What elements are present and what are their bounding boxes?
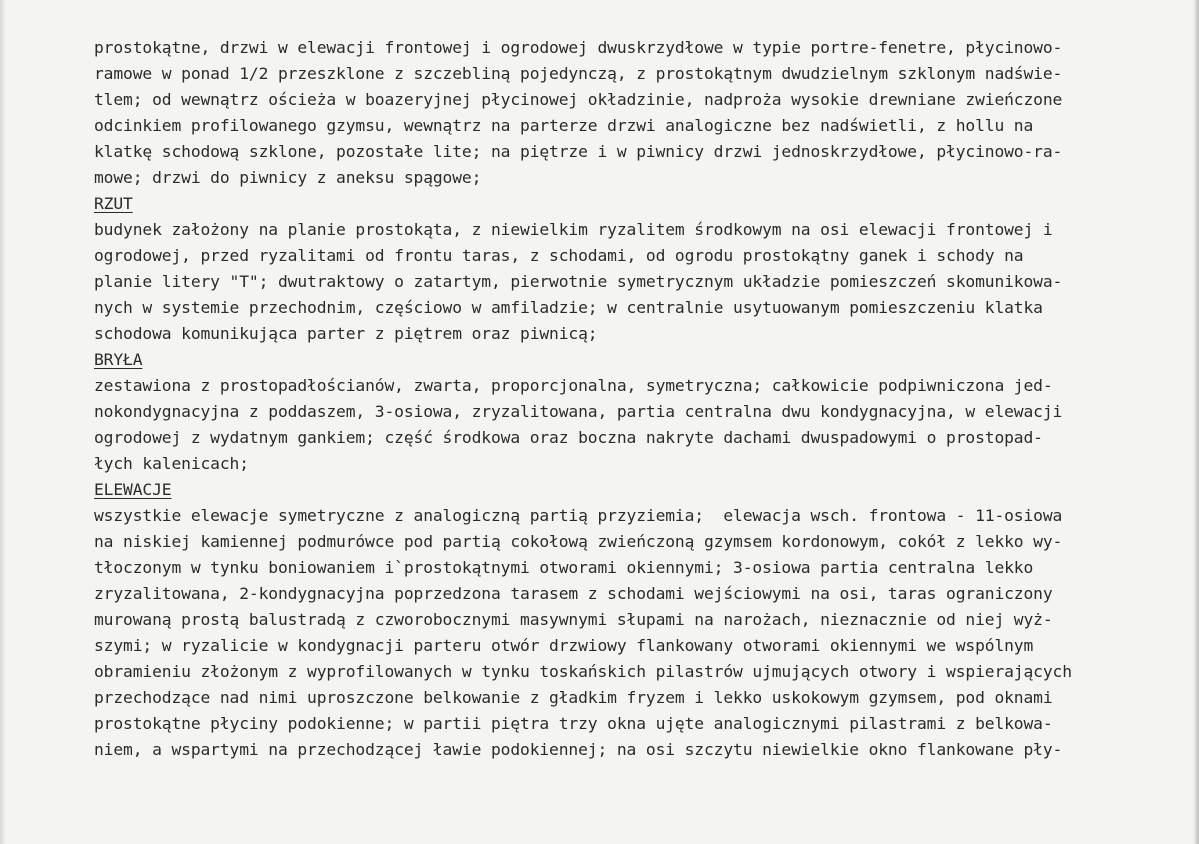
text-line: prostokątne płyciny podokienne; w partii piętra trzy okna ujęte analogicznymi pilastrami z belkowa- bbox=[94, 714, 1053, 733]
text-line: mowe; drzwi do piwnicy z aneksu spągowe; bbox=[94, 168, 482, 187]
text-line: nych w systemie przechodnim, częściowo w amfiladzie; w centralnie usytuowanym pomieszczeniu klatka bbox=[94, 298, 1043, 317]
text-line: na niskiej kamiennej podmurówce pod partią cokołową zwieńczoną gzymsem kordonowym, cokół z lekko wy- bbox=[94, 532, 1063, 551]
text-line: tłoczonym w tynku boniowaniem i`prostokątnymi otworami okiennymi; 3-osiowa partia centralna lekko bbox=[94, 558, 1034, 577]
section-heading-rzut: RZUT bbox=[94, 194, 133, 213]
section-heading-bryla: BRYŁA bbox=[94, 350, 143, 369]
text-line: przechodzące nad nimi uproszczone belkowanie z gładkim fryzem i lekko uskokowym gzymsem, pod oknami bbox=[94, 688, 1053, 707]
text-line: prostokątne, drzwi w elewacji frontowej i ogrodowej dwuskrzydłowe w typie portre-fenetre, płycinowo- bbox=[94, 38, 1063, 57]
text-line: tlem; od wewnątrz ościeża w boazeryjnej płycinowej okładzinie, nadproża wysokie drewniane zwieńczone bbox=[94, 90, 1063, 109]
text-line: łych kalenicach; bbox=[94, 454, 249, 473]
text-line: niem, a wspartymi na przechodzącej ławie podokiennej; na osi szczytu niewielkie okno flankowane pły- bbox=[94, 740, 1063, 759]
text-line: schodowa komunikująca parter z piętrem oraz piwnicą; bbox=[94, 324, 598, 343]
text-line: zestawiona z prostopadłościanów, zwarta, proporcjonalna, symetryczna; całkowicie podpiwniczona jed- bbox=[94, 376, 1053, 395]
text-line: ogrodowej, przed ryzalitami od frontu taras, z schodami, od ogrodu prostokątny ganek i schody na bbox=[94, 246, 1024, 265]
text-line: planie litery "T"; dwutraktowy o zatartym, pierwotnie symetrycznym układzie pomieszczeń skomunikowa- bbox=[94, 272, 1063, 291]
text-line: ramowe w ponad 1/2 przeszklone z szczebliną pojedynczą, z prostokątnym dwudzielnym szklonym nadświe- bbox=[94, 64, 1063, 83]
text-line: wszystkie elewacje symetryczne z analogiczną partią przyziemia; elewacja wsch. frontowa - 11-osiowa bbox=[94, 506, 1063, 525]
section-heading-elewacje: ELEWACJE bbox=[94, 480, 172, 499]
text-line: szymi; w ryzalicie w kondygnacji parteru otwór drzwiowy flankowany otworami okiennymi we wspólnym bbox=[94, 636, 1034, 655]
text-line: obramieniu złożonym z wyprofilowanych w tynku toskańskich pilastrów ujmujących otwory i wspierających bbox=[94, 662, 1072, 681]
text-line: klatkę schodową szklone, pozostałe lite; na piętrze i w piwnicy drzwi jednoskrzydłowe, płycinowo-ra- bbox=[94, 142, 1063, 161]
text-line: budynek założony na planie prostokąta, z niewielkim ryzalitem środkowym na osi elewacji frontowej i bbox=[94, 220, 1053, 239]
document-body bbox=[94, 35, 1124, 763]
text-line: zryzalitowana, 2-kondygnacyjna poprzedzona tarasem z schodami wejściowymi na osi, taras ograniczony bbox=[94, 584, 1053, 603]
text-line: nokondygnacyjna z poddaszem, 3-osiowa, zryzalitowana, partia centralna dwu kondygnacyjna, w elewacji bbox=[94, 402, 1063, 421]
text-line: odcinkiem profilowanego gzymsu, wewnątrz na parterze drzwi analogiczne bez nadświetli, z hollu na bbox=[94, 116, 1034, 135]
text-line: murowaną prostą balustradą z czworobocznymi masywnymi słupami na narożach, nieznacznie od niej wyż- bbox=[94, 610, 1053, 629]
text-line: ogrodowej z wydatnym gankiem; część środkowa oraz boczna nakryte dachami dwuspadowymi o prostopad- bbox=[94, 428, 1043, 447]
